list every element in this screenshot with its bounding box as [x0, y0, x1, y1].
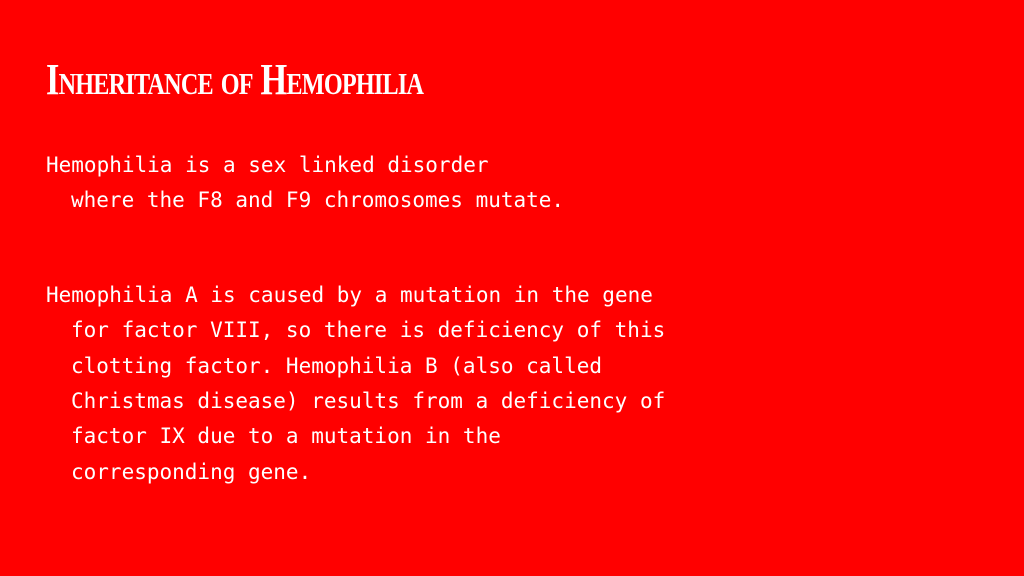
paragraph-line: Hemophilia A is caused by a mutation in the gene [46, 282, 653, 307]
paragraph-line: for factor VIII, so there is deficiency of this [71, 318, 666, 343]
paragraph-intro [46, 148, 806, 219]
paragraph-line: Hemophilia is a sex linked disorder [46, 153, 489, 177]
paragraph-line: corresponding gene. [71, 459, 312, 484]
paragraph-line: Christmas disease) results from a deficiency of [71, 388, 666, 413]
paragraph-line: where the F8 and F9 chromosomes mutate. [71, 188, 565, 213]
paragraph-line: factor IX due to a mutation in the [71, 424, 501, 449]
slide-title: Inheritance of Hemophilia [46, 55, 424, 104]
paragraph-line: clotting factor. Hemophilia B (also called [71, 353, 603, 378]
paragraph-types [46, 278, 806, 490]
slide-body [46, 148, 806, 490]
